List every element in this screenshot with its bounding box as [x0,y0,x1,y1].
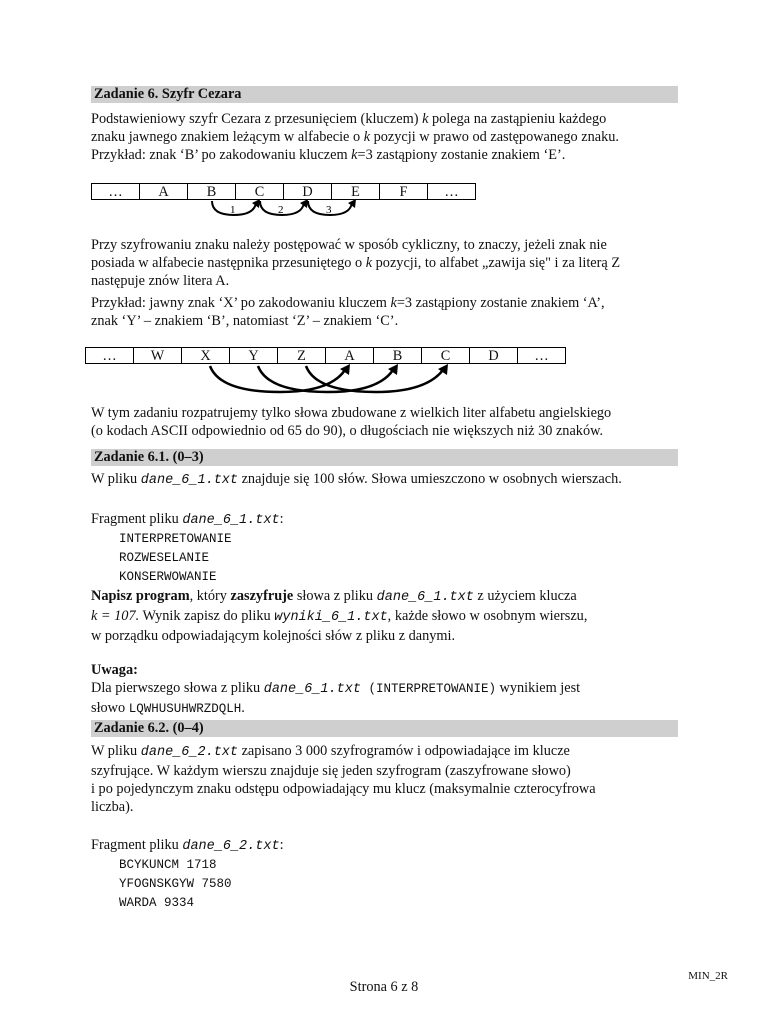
alphabet-cell: W [134,347,182,364]
alphabet-cell: A [140,183,188,200]
alphabet-cell: C [422,347,470,364]
instruction-line-3: w porządku odpowiadającym kolejności słów z pliku z danymi. [91,628,456,644]
code-line: BCYKUNCM 1718 [119,858,217,872]
task6-2-section [91,720,678,913]
example2-line-2: znak ‘Y’ – znakiem ‘B’, natomiast ‘Z’ – znakiem ‘C’. [91,313,399,329]
alphabet-cell: D [284,183,332,200]
code-line: INTERPRETOWANIE [119,532,232,546]
note-title: Uwaga: [91,662,138,678]
task6-2-line-2: szyfrujące. W każdym wierszu znajduje się jeden szyfrogram (zaszyfrowane słowo) [91,763,571,779]
alphabet-cell: C [236,183,284,200]
note-line-1: Dla pierwszego słowa z pliku dane_6_1.txt (INTERPRETOWANIE) wynikiem jest [91,680,581,697]
task6-2-line-1: W pliku dane_6_2.txt zapisano 3 000 szyfrogramów i odpowiadające im klucze [91,743,570,760]
code-line: YFOGNSKGYW 7580 [119,877,232,891]
alphabet-cell: E [332,183,380,200]
alphabet-cell: B [188,183,236,200]
page-number: Strona 6 z 8 [349,979,419,995]
task6-2-line-4: liczba). [91,799,134,815]
shift-arrows-1 [200,195,400,235]
exam-code: MIN_2R [688,970,728,982]
alphabet-cell: … [428,183,476,200]
alphabet-cell: A [326,347,374,364]
alphabet-cell: B [374,347,422,364]
cyclic-line-1: Przy szyfrowaniu znaku należy postępować w sposób cykliczny, to znaczy, jeżeli znak nie [91,237,607,253]
arrow-label-3: 3 [326,204,332,216]
task6-2-line-3: i po pojedynczym znaku odstępu odpowiadający mu klucz (maksymalnie czterocyfrowa [91,781,596,797]
alphabet-cell: Z [278,347,326,364]
task6-2-header: Zadanie 6.2. (0–4) [91,720,678,737]
alphabet-cell: F [380,183,428,200]
cyclic-section [91,236,678,330]
arrow-label-1: 1 [230,204,236,216]
task6-section [91,86,678,164]
intro-line-3: Przykład: znak ‘B’ po zakodowaniu kluczem k=3 zastąpiony zostanie znakiem ‘E’. [91,147,566,163]
code-line: KONSERWOWANIE [119,570,217,584]
alphabet-cell: D [470,347,518,364]
cyclic-line-3: następuje znów litera A. [91,273,230,289]
code-line: WARDA 9334 [119,896,195,910]
alphabet-cell: … [518,347,566,364]
scope-line-2: (o kodach ASCII odpowiednio od 65 do 90), o długościach nie większych niż 30 znaków. [91,423,604,439]
alphabet-cell: … [86,347,134,364]
fragment-label-1: Fragment pliku dane_6_1.txt: [91,511,284,528]
instruction-line-2: k = 107. Wynik zapisz do pliku wyniki_6_1.txt, każde słowo w osobnym wierszu, [91,608,588,625]
task6-1-section [91,449,678,718]
intro-line-2: znaku jawnego znakiem leżącym w alfabecie o k pozycji w prawo od zastępowanego znaku. [91,129,619,145]
note-line-2: słowo LQWHUSUHWRZDQLH. [91,700,245,716]
code-line: ROZWESELANIE [119,551,210,565]
shift-arrows-2 [200,360,500,410]
fragment-1 [91,530,678,587]
alphabet-cell: Y [230,347,278,364]
arrow-label-2: 2 [278,204,284,216]
example2-line-1: Przykład: jawny znak ‘X’ po zakodowaniu kluczem k=3 zastąpiony zostanie znakiem ‘A’, [91,295,605,311]
scope-line-1: W tym zadaniu rozpatrujemy tylko słowa zbudowane z wielkich liter alfabetu angielskiego [91,405,612,421]
cyclic-line-2: posiada w alfabecie następnika przesuniętego o k pozycji, to alfabet „zawija się" i za literą Z [91,255,621,271]
fragment-2 [91,856,678,913]
instruction-line-1: Napisz program, który zaszyfruje słowa z pliku dane_6_1.txt z użyciem klucza [91,588,577,605]
task6-1-file-line: W pliku dane_6_1.txt znajduje się 100 słów. Słowa umieszczono w osobnych wierszach. [91,471,622,488]
intro-line-1: Podstawieniowy szyfr Cezara z przesunięciem (kluczem) k polega na zastąpieniu każdego [91,111,607,127]
fragment-label-2: Fragment pliku dane_6_2.txt: [91,837,284,854]
task6-1-header: Zadanie 6.1. (0–3) [91,449,678,466]
scope-section [91,404,678,440]
alphabet-cell: … [92,183,140,200]
task6-header: Zadanie 6. Szyfr Cezara [91,86,678,103]
alphabet-cell: X [182,347,230,364]
